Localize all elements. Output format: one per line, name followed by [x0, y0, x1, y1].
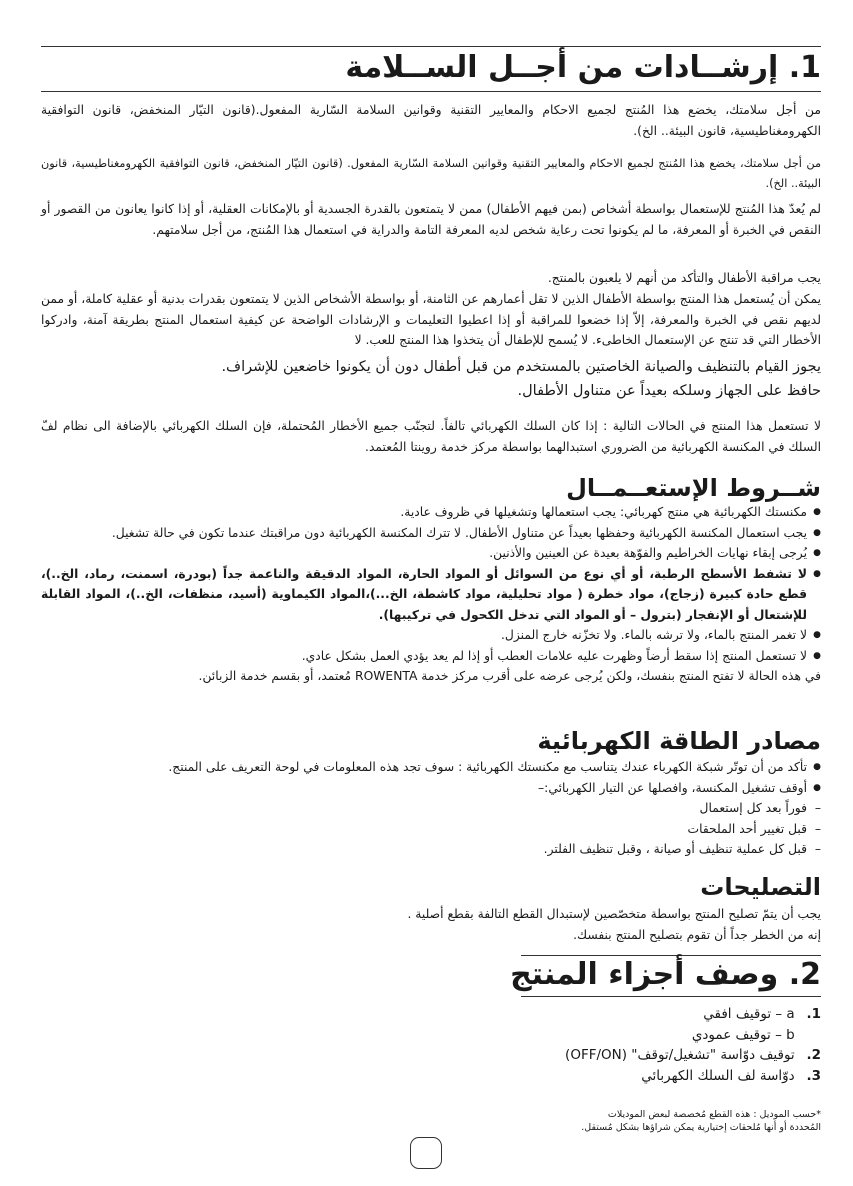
- list-item: ● لا تشفط الأسطح الرطبة، أو أي نوع من السوائل أو المواد الحارة، المواد الدقيقة والناعمة جداً (بودرة، اسمنت، رماد، الخ..)، قطع حادة كبيرة (زجاج)، مواد خطرة ( مواد تحليلية، مواد كاشطة، الخ...)،المواد الكيماوية (أسيد، منظفات، الخ..)، المواد القابلة للإشتعال أو الإنفجار (بترول – أو المواد التي تدخل الكحول في تركيبها).: [41, 564, 821, 626]
- list-item: – قبل تغيير أحد الملحقات: [41, 819, 821, 840]
- list-item: – قبل كل عملية تنظيف أو صيانة ، وقبل تنظيف الفلتر.: [41, 839, 821, 860]
- safety-paragraph-5: يمكن أن يُستعمل هذا المنتج بواسطة الأطفال الذين لا تقل أعمارهم عن الثامنة، أو بواسطة الأشخاص الذين لا يتمتعون بقدرات بدنية أو عقلية كاملة، أو ممن لديهم نقص في الخبرة والمعرفة، إلاّ إذا خضعوا للمراقبة أو إذا اعطيوا التعليمات و الإرشادات الواضحة عن كيفية استعمال المنتج بطريقة آمنة، وادركوا الأخطار التي قد تنتج عن الإستعمال الخاطىء. لا يُسمح للإطفال أن يتخذوا هذا المنتج للعب. لا: [41, 292, 821, 347]
- footnote-line: *حسب الموديل : هذه القطع مُخصصة لبعض الموديلات: [607, 1109, 821, 1120]
- power-list: [41, 757, 821, 798]
- usage-section: [41, 502, 821, 687]
- footnote-line: المُحددة أو أنها مُلحقات إختيارية يمكن شراؤها بشكل مُستقل.: [581, 1122, 821, 1133]
- power-title: مصادر الطاقة الكهربائية: [537, 727, 821, 755]
- safety-paragraph-8: لا تستعمل هذا المنتج في الحالات التالية : إذا كان السلك الكهربائي تالفاً. لتجنّب جميع الأخطار المُحتملة، فإن السلك الكهربائي بالإضافة الى نظام لفّ السلك في المكنسة الكهربائية من الضروري استبدالهما بواسطة مركز خدمة روينتا المُعتمد.: [41, 419, 821, 454]
- title-rule-bottom: [41, 91, 821, 92]
- usage-list: [41, 502, 821, 666]
- part-number: 1.: [806, 1006, 821, 1022]
- safety-paragraph-4: يجب مراقبة الأطفال والتأكد من أنهم لا يلعبون بالمنتج.: [547, 271, 821, 285]
- list-item: ● يجب استعمال المكنسة الكهربائية وحفظها بعيداً عن متناول الأطفال. لا تترك المكنسة الكهربائية دون مراقبتك عندما تكون في حالة تشغيل.: [41, 523, 821, 544]
- part-text: b – توقيف عمودي: [691, 1026, 795, 1043]
- parts-title-rule-bottom: [521, 996, 821, 997]
- list-item: [321, 1004, 821, 1025]
- repairs-line: يجب أن يتمّ تصليح المنتج بواسطة متخصّصين لإستبدال القطع التالفة بقطع أصلية .: [407, 907, 821, 921]
- parts-title: 2. وصف أجزاء المنتج: [510, 957, 821, 992]
- list-item: ● أوقف تشغيل المكنسة، وافصلها عن التيار الكهربائي:–: [41, 778, 821, 799]
- list-item: [321, 1045, 821, 1066]
- safety-paragraph-1: من أجل سلامتك، يخضع هذا المُنتج لجميع الاحكام والمعايير التقنية وقوانين السلامة السّارية المفعول.(قانون التيّار المنخفض، قانون التوافقية الكهرومغناطيسية، قانون البيئة.. الخ).: [41, 103, 821, 138]
- part-text: توقيف دوّاسة "تشغيل/توقف" (OFF/ON): [565, 1047, 795, 1063]
- list-item: [321, 1025, 821, 1046]
- list-item: ● لا تستعمل المنتج إذا سقط أرضاً وظهرت عليه علامات العطب أو إذا لم يعد يؤدي العمل بشكل عادي.: [41, 646, 821, 667]
- footnote: [321, 1108, 821, 1134]
- title-rule-top: [41, 46, 821, 47]
- safety-paragraph-6: يجوز القيام بالتنظيف والصيانة الخاصتين بالمستخدم من قبل أطفال دون أن يكونوا خاضعين للإشراف.: [221, 359, 821, 375]
- safety-paragraph-3: لم يُعدّ هذا المُنتج للإستعمال بواسطة أشخاص (بمن فيهم الأطفال) ممن لا يتمتعون بالقدرة الجسدية أو بالإمكانات العقلية، أو إذا كانوا يعانون من القصور أو النقص في الخبرة أو المعرفة، ما لم يكونوا تحت رعاية شخص لديه المعرفة التامة والدراية في استعمال هذا المُنتج، من أجل سلامتهم.: [41, 202, 821, 237]
- parts-title-rule-top: [521, 955, 821, 956]
- repairs-section: [41, 904, 821, 945]
- repairs-title: التصليحات: [700, 873, 821, 901]
- list-item: – فوراً بعد كل إستعمال: [41, 798, 821, 819]
- page-number-box: [410, 1137, 442, 1169]
- safety-paragraph-7: حافظ على الجهاز وسلكه بعيداً عن متناول الأطفال.: [517, 383, 821, 399]
- list-item: ● تأكد من أن توتّر شبكة الكهرباء عندك يتناسب مع مكنستك الكهربائية : سوف تجد هذه المعلومات في لوحة التعريف على المنتج.: [41, 757, 821, 778]
- power-section: [41, 757, 821, 860]
- power-dash-list: [41, 798, 821, 860]
- part-text: دوّاسة لف السلك الكهربائي: [641, 1067, 795, 1084]
- safety-title: 1. إرشــادات من أجــل الســلامة: [345, 50, 821, 85]
- list-item: [321, 1066, 821, 1087]
- list-item: ● لا تغمر المنتج بالماء، ولا ترشه بالماء. ولا تخزّنه خارج المنزل.: [41, 625, 821, 646]
- list-item: ● مكنستك الكهربائية هي منتج كهربائي: يجب استعمالها وتشغيلها في ظروف عادية.: [41, 502, 821, 523]
- part-text: a – توقيف افقي: [703, 1006, 795, 1022]
- part-number: 3.: [806, 1067, 821, 1084]
- parts-list: [321, 1004, 821, 1086]
- usage-tail: في هذه الحالة لا تفتح المنتج بنفسك، ولكن يُرجى عرضه على أقرب مركز خدمة ROWENTA مُعتمد، أو بقسم خدمة الزبائن.: [198, 669, 821, 683]
- usage-title: شــروط الإستعــمــال: [566, 474, 821, 502]
- safety-paragraph-2: من أجل سلامتك، يخضع هذا المُنتج لجميع الاحكام والمعايير التقنية وقوانين السلامة السّارية المفعول. (قانون التيّار المنخفض، قانون التوافقية الكهرومغناطيسية، قانون البيئة.. الخ).: [41, 157, 821, 190]
- repairs-line: إنه من الخطر جداً أن تقوم بتصليح المنتج بنفسك.: [573, 927, 821, 942]
- part-number: 2.: [806, 1047, 821, 1063]
- list-item: ● يُرجى إبقاء نهايات الخراطيم والفوّهة بعيدة عن العينين والأذنين.: [41, 543, 821, 564]
